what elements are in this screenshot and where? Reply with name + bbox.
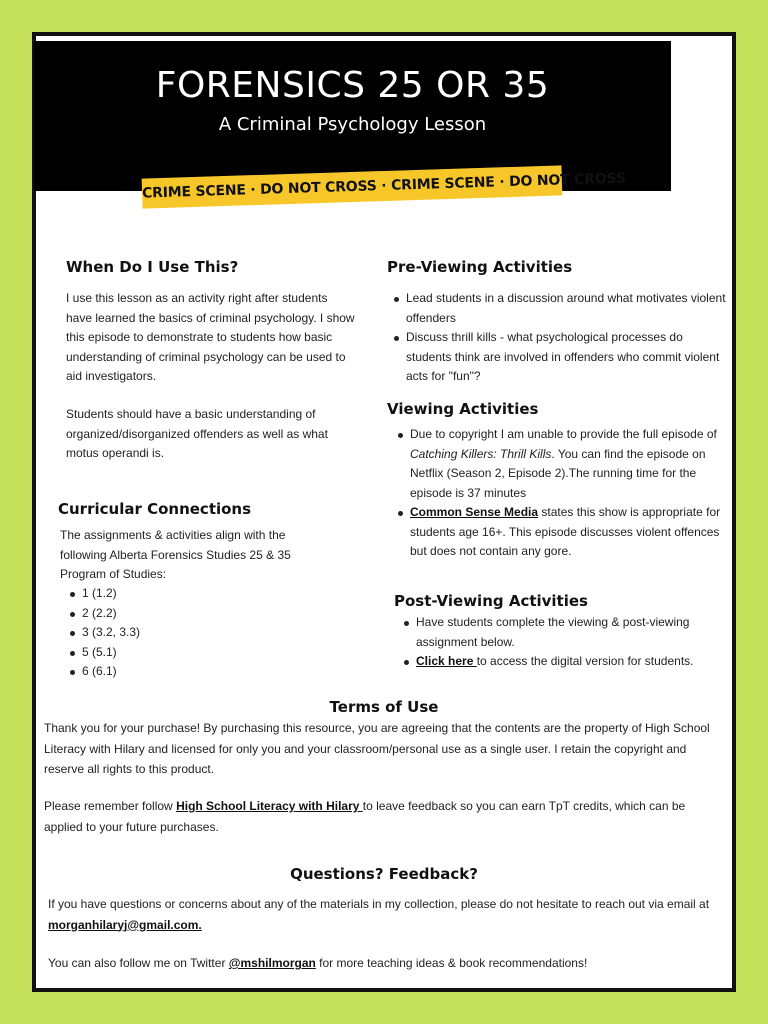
when-paragraph-1: I use this lesson as an activity right after students have learned the basics of criminal psychology. I show this episode to demonstrate to students how basic understanding of criminal psychology can be used to aid investigators. <box>66 291 355 383</box>
post-viewing-item: Click here to access the digital version for students. <box>402 652 736 672</box>
post-viewing-heading: Post-Viewing Activities <box>394 592 588 610</box>
questions-heading: Questions? Feedback? <box>290 865 478 883</box>
pre-viewing-item: Lead students in a discussion around what motivates violent offenders <box>392 289 727 328</box>
feedback-paragraph: Please remember follow High School Literacy with Hilary to leave feedback so you can earn TpT credits, which can be applied to your future purchases. <box>44 799 686 834</box>
store-link[interactable]: High School Literacy with Hilary <box>176 799 363 813</box>
show-title: Catching Killers: Thrill Kills <box>410 446 552 461</box>
when-paragraph-2: Students should have a basic understanding of organized/disorganized offenders as well as what motus operandi is. <box>66 407 328 460</box>
viewing-list <box>396 425 726 562</box>
curricular-item: 6 (6.1) <box>68 662 140 682</box>
when-heading: When Do I Use This? <box>66 258 239 276</box>
page-subtitle: A Criminal Psychology Lesson <box>218 114 487 135</box>
post-viewing-item: Have students complete the viewing & post-viewing assignment below. <box>402 613 736 652</box>
contact-paragraph: If you have questions or concerns about any of the materials in my collection, please do not hesitate to reach out via email at morganhilaryj@gmail.com. <box>48 897 710 932</box>
curricular-item: 2 (2.2) <box>68 604 140 624</box>
terms-heading: Terms of Use <box>329 698 439 716</box>
pre-viewing-list <box>392 289 727 387</box>
viewing-heading: Viewing Activities <box>387 400 539 418</box>
viewing-item: Due to copyright I am unable to provide the full episode of Catching Killers: Thrill Kills. You can find the episode on Netflix (Season 2, Episode 2).The running time for the episode is 37 minutes <box>396 425 726 503</box>
post-viewing-list <box>402 613 736 672</box>
common-sense-media-link[interactable]: Common Sense Media <box>410 505 539 519</box>
curricular-list <box>68 584 140 682</box>
click-here-link[interactable]: Click here <box>416 654 477 668</box>
curricular-item: 3 (3.2, 3.3) <box>68 623 140 643</box>
terms-paragraph: Thank you for your purchase! By purchasing this resource, you are agreeing that the contents are the property of High School Literacy with Hilary and licensed for only you and your classroom/personal use as a single user. I retain the copyright and reserve all rights to this product. <box>44 721 710 776</box>
pre-viewing-heading: Pre-Viewing Activities <box>387 258 573 276</box>
curricular-intro: The assignments & activities align with the following Alberta Forensics Studies 25 & 35 Program of Studies: <box>60 528 291 581</box>
curricular-item: 1 (1.2) <box>68 584 140 604</box>
viewing-item: Common Sense Media states this show is appropriate for students age 16+. This episode discusses violent offences but does not contain any gore. <box>396 503 726 562</box>
curricular-heading: Curricular Connections <box>58 500 252 518</box>
twitter-handle-link[interactable]: @mshilmorgan <box>228 956 316 970</box>
curricular-item: 5 (5.1) <box>68 643 140 663</box>
title-banner <box>34 41 671 191</box>
email-link[interactable]: morganhilaryj@gmail.com. <box>48 917 202 932</box>
page-title: FORENSICS 25 OR 35 <box>155 65 550 106</box>
twitter-paragraph: You can also follow me on Twitter @mshilmorgan for more teaching ideas & book recommendations! <box>48 956 588 970</box>
pre-viewing-item: Discuss thrill kills - what psychological processes do students think are involved in offenders who commit violent acts for "fun"? <box>392 328 727 387</box>
crime-scene-tape: CRIME SCENE · DO NOT CROSS · CRIME SCENE · DO NOT CROSS <box>142 165 563 208</box>
